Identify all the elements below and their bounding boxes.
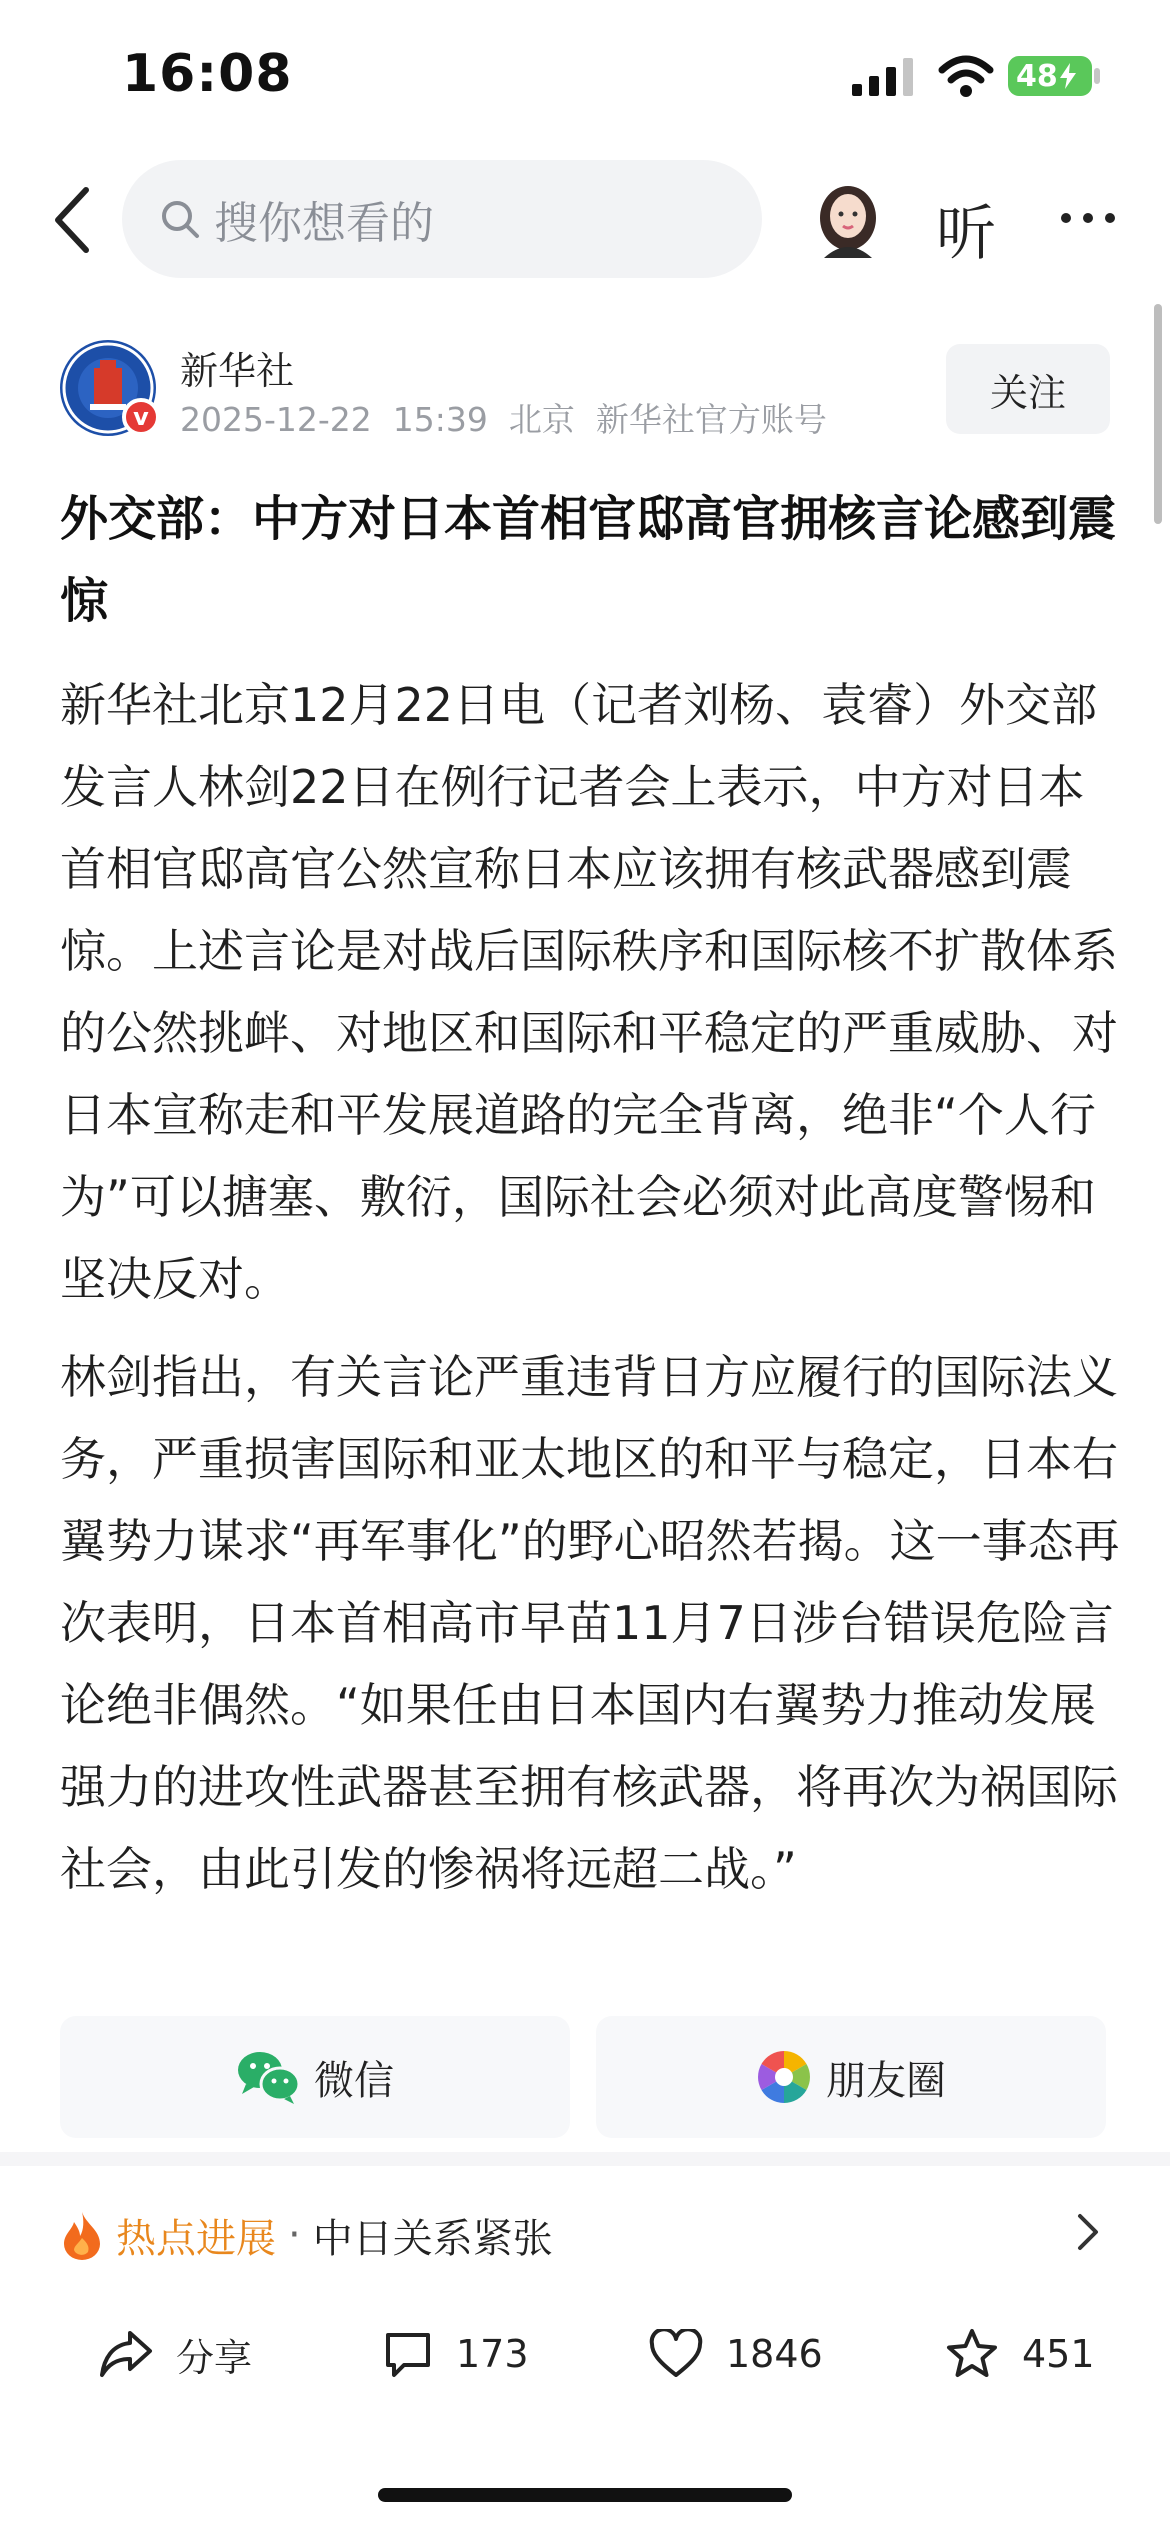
article-paragraph-2: 林剑指出，有关言论严重违背日方应履行的国际法义务，严重损害国际和亚太地区的和平与稳定，日本右翼势力谋求“再军事化”的野心昭然若揭。这一事态再次表明，日本首相高市早苗11月7日涉台错误危险言论绝非偶然。“如果任由日本国内右翼势力推动发展强力的进攻性武器甚至拥有核武器，将再次为祸国际社会，由此引发的惨祸将远超二战。” [60,1350,1120,1896]
like-action[interactable] [648,2316,823,2392]
star-icon [944,2327,1000,2381]
battery-cap [1094,68,1100,84]
hot-topic-label: 热点进展 [116,2215,276,2262]
account-type: 新华社官方账号 [595,400,827,439]
article-paragraph-1: 新华社北京12月22日电（记者刘杨、袁睿）外交部发言人林剑22日在例行记者会上表示，中方对日本首相官邸高官公然宣称日本应该拥有核武器感到震惊。上述言论是对战后国际秩序和国际核不扩散体系的公然挑衅、对地区和国际和平稳定的严重威胁、对日本宣称走和平发展道路的完全背离，绝非“个人行为”可以搪塞、敷衍，国际社会必须对此高度警惕和坚决反对。 [60,678,1118,1306]
share-moments-button[interactable] [596,2016,1106,2138]
status-time: 16:08 [122,44,293,104]
wechat-label: 微信 [314,2057,394,2104]
favorite-count: 451 [1022,2332,1095,2376]
search-bar[interactable] [122,160,762,278]
flame-icon [60,2210,104,2260]
follow-button[interactable]: 关注 [946,344,1110,434]
comment-action[interactable] [382,2316,529,2392]
comment-count: 173 [456,2332,529,2376]
cellular-signal-icon [852,58,916,96]
share-wechat-button[interactable] [60,2016,570,2138]
like-count: 1846 [726,2332,823,2376]
scrollbar[interactable] [1154,304,1162,524]
search-placeholder: 搜你想看的 [214,198,434,249]
hot-topic-bar[interactable] [60,2200,553,2270]
hot-topic-title: 中日关系紧张 [312,2215,553,2262]
share-arrow-icon [98,2329,154,2379]
post-meta [180,394,827,441]
share-action-label: 分享 [176,2335,253,2380]
more-options-icon[interactable] [1058,210,1118,226]
comment-icon [382,2329,434,2379]
heart-icon [648,2329,704,2379]
moments-aperture-icon [756,2049,812,2105]
battery-indicator [1008,56,1092,96]
moments-label: 朋友圈 [826,2057,946,2104]
share-action[interactable] [98,2316,252,2392]
chevron-right-icon[interactable] [1076,2212,1100,2252]
article-title: 外交部：中方对日本首相官邸高官拥核言论感到震惊 [60,491,1117,629]
listen-button[interactable]: 听 [936,199,996,269]
wifi-icon [938,54,994,98]
favorite-action[interactable] [944,2316,1095,2392]
charging-bolt-icon [1058,63,1078,89]
post-time: 15:39 [392,400,488,439]
battery-level: 48 [1016,58,1058,94]
post-location: 北京 [508,400,575,439]
home-indicator[interactable] [378,2488,792,2502]
hot-topic-separator: · [288,2212,301,2258]
wechat-icon [236,2050,300,2104]
assistant-avatar-icon[interactable] [810,178,886,258]
section-divider [0,2152,1170,2166]
search-icon [160,199,200,239]
verified-badge: v [122,398,160,436]
author-name[interactable]: 新华社 [180,349,295,393]
post-date: 2025-12-22 [180,400,372,439]
back-arrow-icon[interactable] [52,186,92,254]
